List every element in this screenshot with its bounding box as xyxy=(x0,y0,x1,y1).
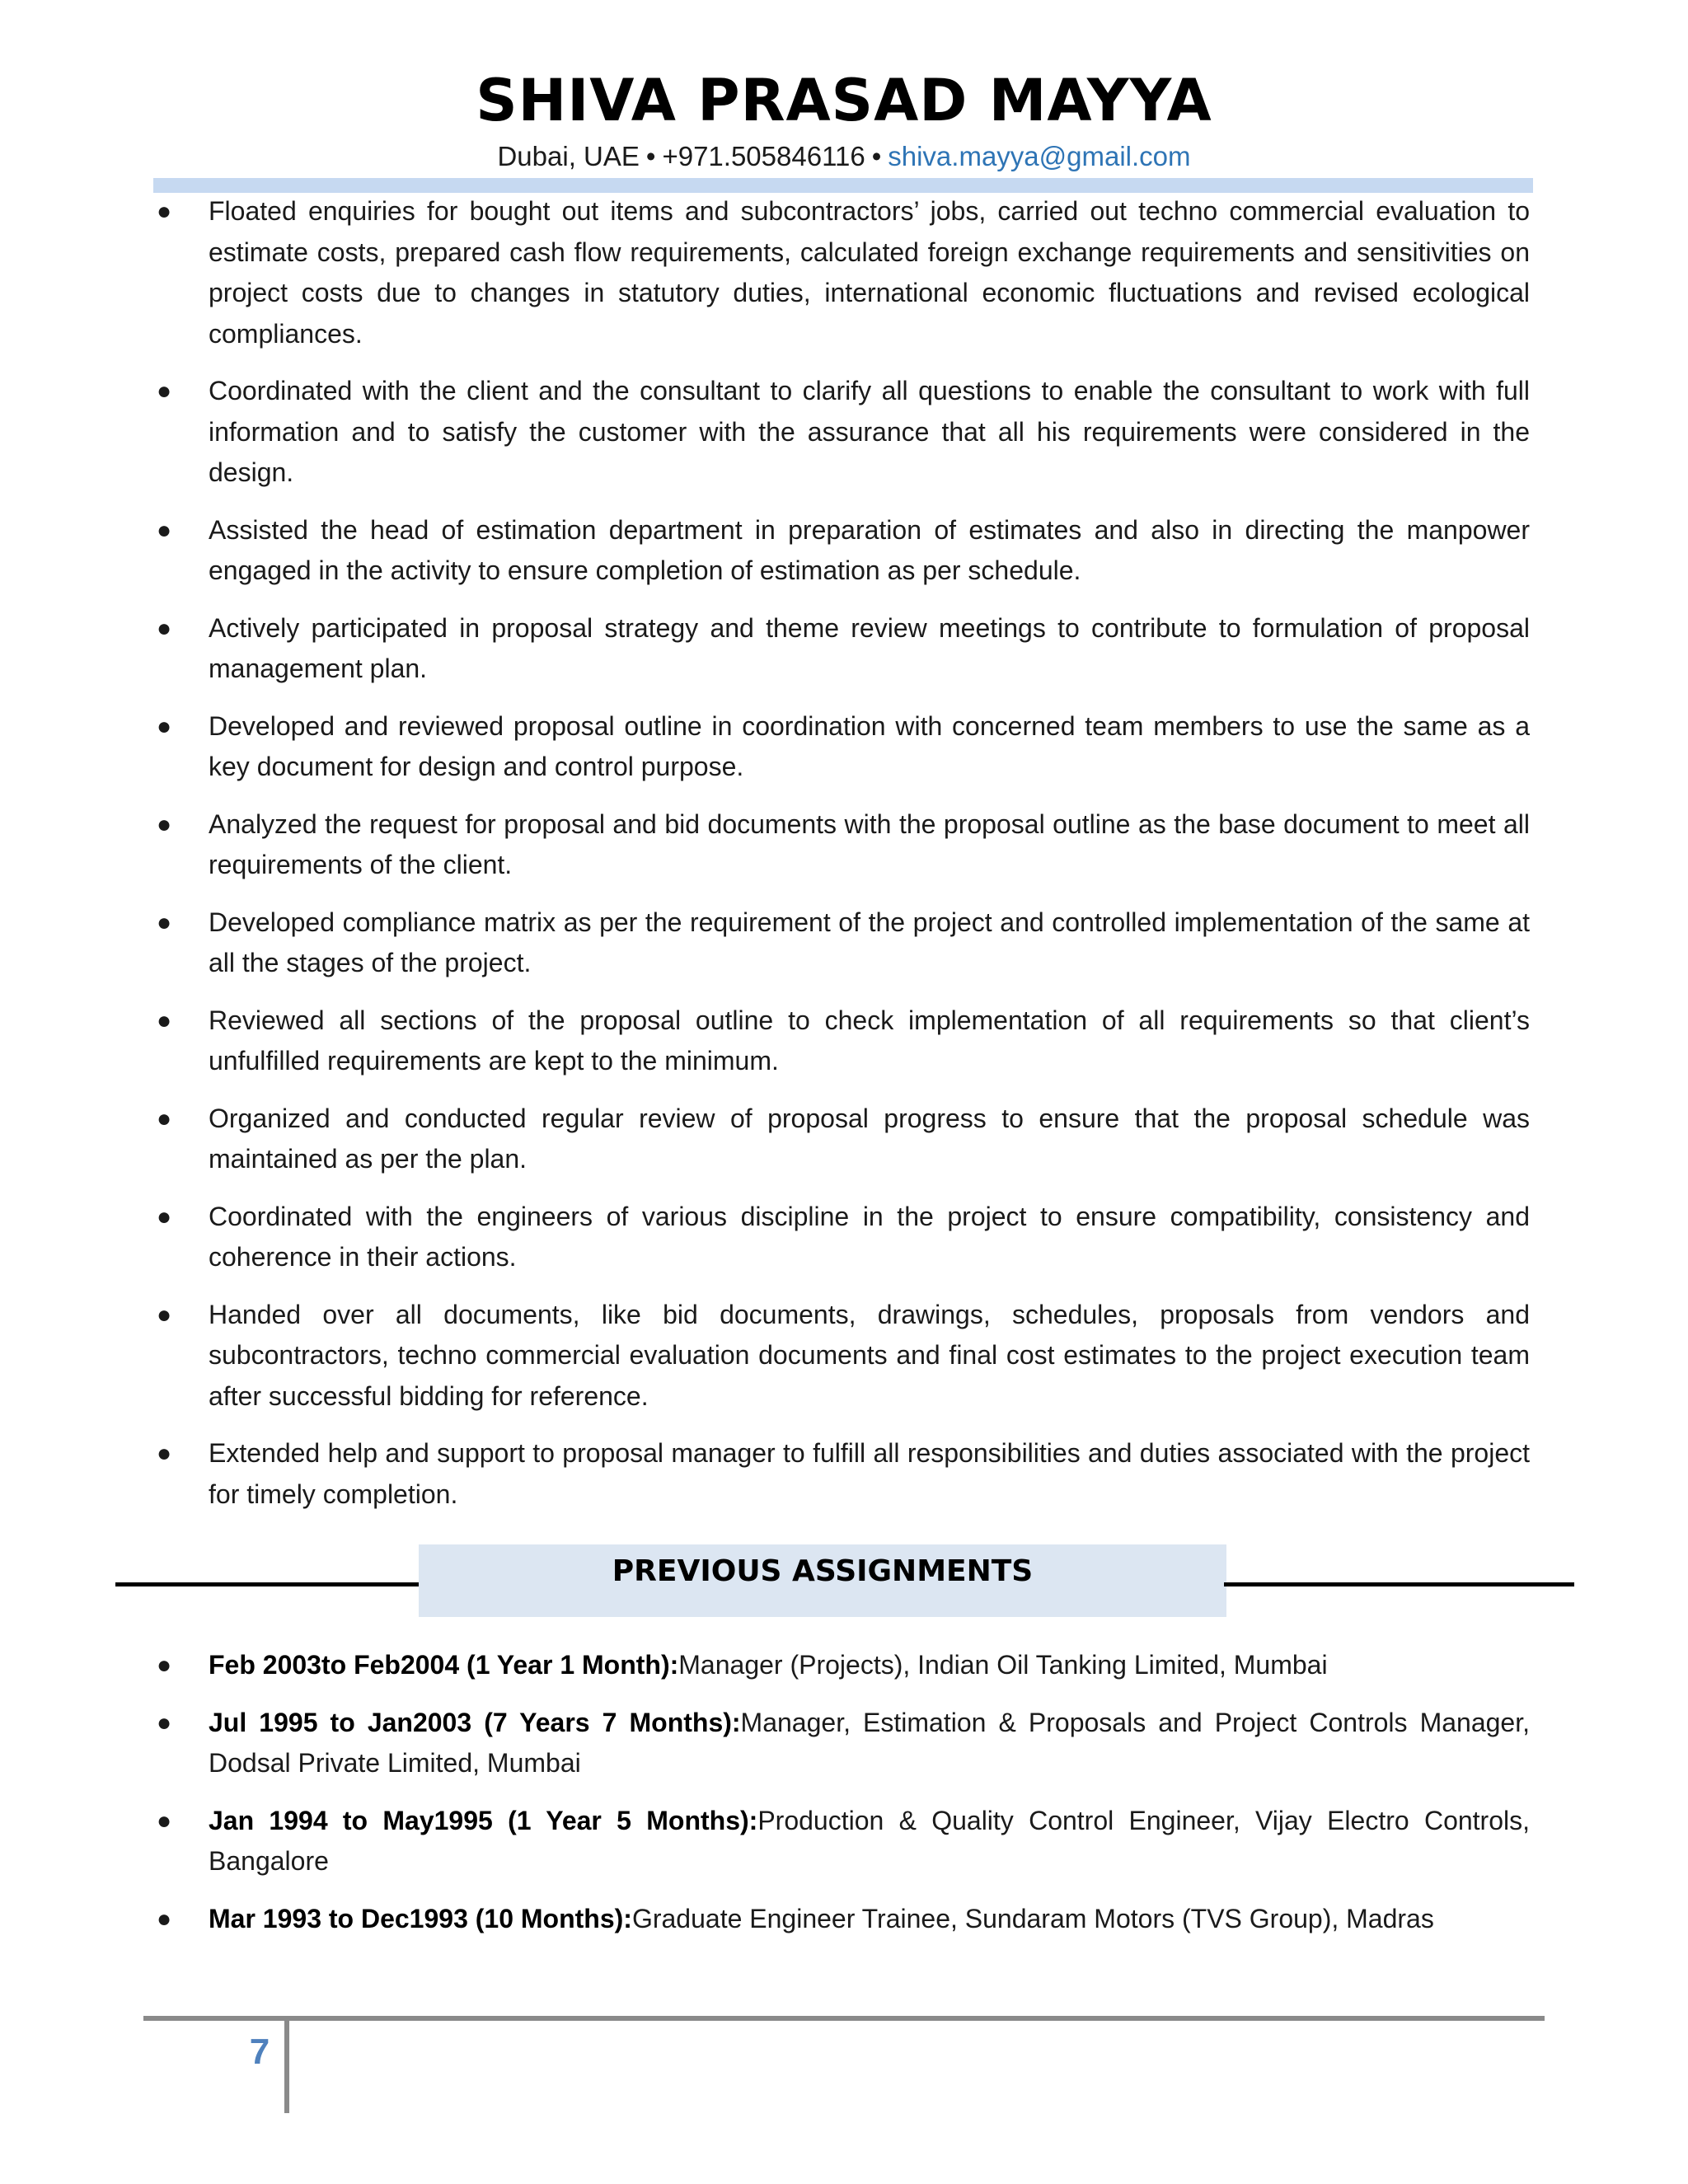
footer-rule xyxy=(143,2016,1545,2021)
bullet-icon: ● xyxy=(157,1652,172,1679)
previous-assignments-list xyxy=(157,1645,1530,1956)
footer-vertical-rule xyxy=(284,2021,289,2113)
list-item xyxy=(157,371,1530,494)
list-item xyxy=(157,1099,1530,1180)
list-item-text: Reviewed all sections of the proposal outline to check implementation of all requirements so that client’s unfulfilled requirements are kept to the minimum. xyxy=(209,1005,1530,1076)
list-item xyxy=(157,1899,1530,1940)
bullet-icon: ● xyxy=(157,1006,172,1034)
list-item-text: Floated enquiries for bought out items and subcontractors’ jobs, carried out techno commercial evaluation to estimate costs, prepared cash flow requirements, calculated foreign exchange requirements and sensitivities on project costs due to changes in statutory duties, international economic fluctuations and revised ecological compliances. xyxy=(209,196,1530,349)
list-item-text: Coordinated with the engineers of various discipline in the project to ensure compatibility, consistency and coherence in their actions. xyxy=(209,1201,1530,1272)
bullet-icon: ● xyxy=(157,614,172,642)
previous-assignments-heading xyxy=(115,1541,1574,1617)
section-rule-right xyxy=(1224,1582,1574,1586)
section-title: PREVIOUS ASSIGNMENTS xyxy=(612,1554,1034,1588)
phone: +971.505846116 xyxy=(662,141,865,171)
assignment-period: Jan 1994 to May1995 (1 Year 5 Months): xyxy=(209,1805,758,1835)
responsibilities-list xyxy=(157,191,1530,1531)
assignment-role: Manager (Projects), Indian Oil Tanking Limited, Mumbai xyxy=(678,1650,1328,1680)
list-item xyxy=(157,1645,1530,1686)
separator: • xyxy=(871,141,882,171)
page-number: 7 xyxy=(249,2032,270,2072)
list-item-text: Developed compliance matrix as per the requirement of the project and controlled implementation of the same at all the stages of the project. xyxy=(209,907,1530,977)
bullet-icon: ● xyxy=(157,198,172,225)
contact-line xyxy=(0,138,1688,175)
list-item xyxy=(157,1703,1530,1784)
bullet-icon: ● xyxy=(157,712,172,740)
resume-name: SHIVA PRASAD MAYYA xyxy=(476,67,1212,134)
list-item xyxy=(157,902,1530,984)
bullet-icon: ● xyxy=(157,1905,172,1933)
list-item xyxy=(157,1197,1530,1278)
list-item xyxy=(157,191,1530,354)
list-item xyxy=(157,1801,1530,1882)
assignment-period: Jul 1995 to Jan2003 (7 Years 7 Months): xyxy=(209,1707,741,1737)
list-item-text: Actively participated in proposal strategy and theme review meetings to contribute to formulation of proposal management plan. xyxy=(209,612,1530,683)
list-item-text: Handed over all documents, like bid documents, drawings, schedules, proposals from vendors and subcontractors, techno commercial evaluation documents and final cost estimates to the project execution team after successful bidding for reference. xyxy=(209,1299,1530,1411)
list-item xyxy=(157,1001,1530,1082)
email-link[interactable]: shiva.mayya@gmail.com xyxy=(888,141,1191,171)
assignment-role: Graduate Engineer Trainee, Sundaram Motors (TVS Group), Madras xyxy=(631,1903,1434,1933)
assignment-role: Manager, Estimation & Proposals and Project Controls Manager, Dodsal Private Limited, Mumbai xyxy=(209,1707,1530,1778)
bullet-icon: ● xyxy=(157,810,172,838)
bullet-icon: ● xyxy=(157,1104,172,1132)
separator: • xyxy=(645,141,656,171)
assignment-role: Production & Quality Control Engineer, Vijay Electro Controls, Bangalore xyxy=(209,1805,1531,1876)
list-item-text: Extended help and support to proposal manager to fulfill all responsibilities and duties associated with the project for timely completion. xyxy=(209,1438,1530,1509)
bullet-icon: ● xyxy=(157,516,172,544)
bullet-icon: ● xyxy=(157,1440,172,1467)
list-item xyxy=(157,1295,1530,1418)
list-item xyxy=(157,510,1530,592)
list-item xyxy=(157,804,1530,886)
assignment-period: Mar 1993 to Dec1993 (10 Months): xyxy=(209,1903,632,1933)
list-item-text: Analyzed the request for proposal and bid documents with the proposal outline as the base document to meet all requirements of the client. xyxy=(209,808,1530,879)
location: Dubai, UAE xyxy=(497,141,640,171)
list-item xyxy=(157,1433,1530,1515)
assignment-period: Feb 2003to Feb2004 (1 Year 1 Month): xyxy=(209,1650,679,1680)
list-item xyxy=(157,608,1530,690)
list-item-text: Organized and conducted regular review of proposal progress to ensure that the proposal schedule was maintained as per the plan. xyxy=(209,1103,1530,1174)
list-item xyxy=(157,706,1530,788)
bullet-icon: ● xyxy=(157,1708,172,1736)
bullet-icon: ● xyxy=(157,1202,172,1230)
list-item-text: Assisted the head of estimation department in preparation of estimates and also in directing the manpower engaged in the activity to ensure completion of estimation as per schedule. xyxy=(209,514,1530,585)
bullet-icon: ● xyxy=(157,377,172,405)
section-rule-left xyxy=(115,1582,420,1586)
bullet-icon: ● xyxy=(157,1807,172,1835)
list-item-text: Developed and reviewed proposal outline in coordination with concerned team members to use the same as a key document for design and control purpose. xyxy=(209,710,1530,781)
bullet-icon: ● xyxy=(157,1301,172,1329)
bullet-icon: ● xyxy=(157,908,172,936)
list-item-text: Coordinated with the client and the consultant to clarify all questions to enable the consultant to work with full information and to satisfy the customer with the assurance that all his requirements were considered in the design. xyxy=(209,376,1530,487)
